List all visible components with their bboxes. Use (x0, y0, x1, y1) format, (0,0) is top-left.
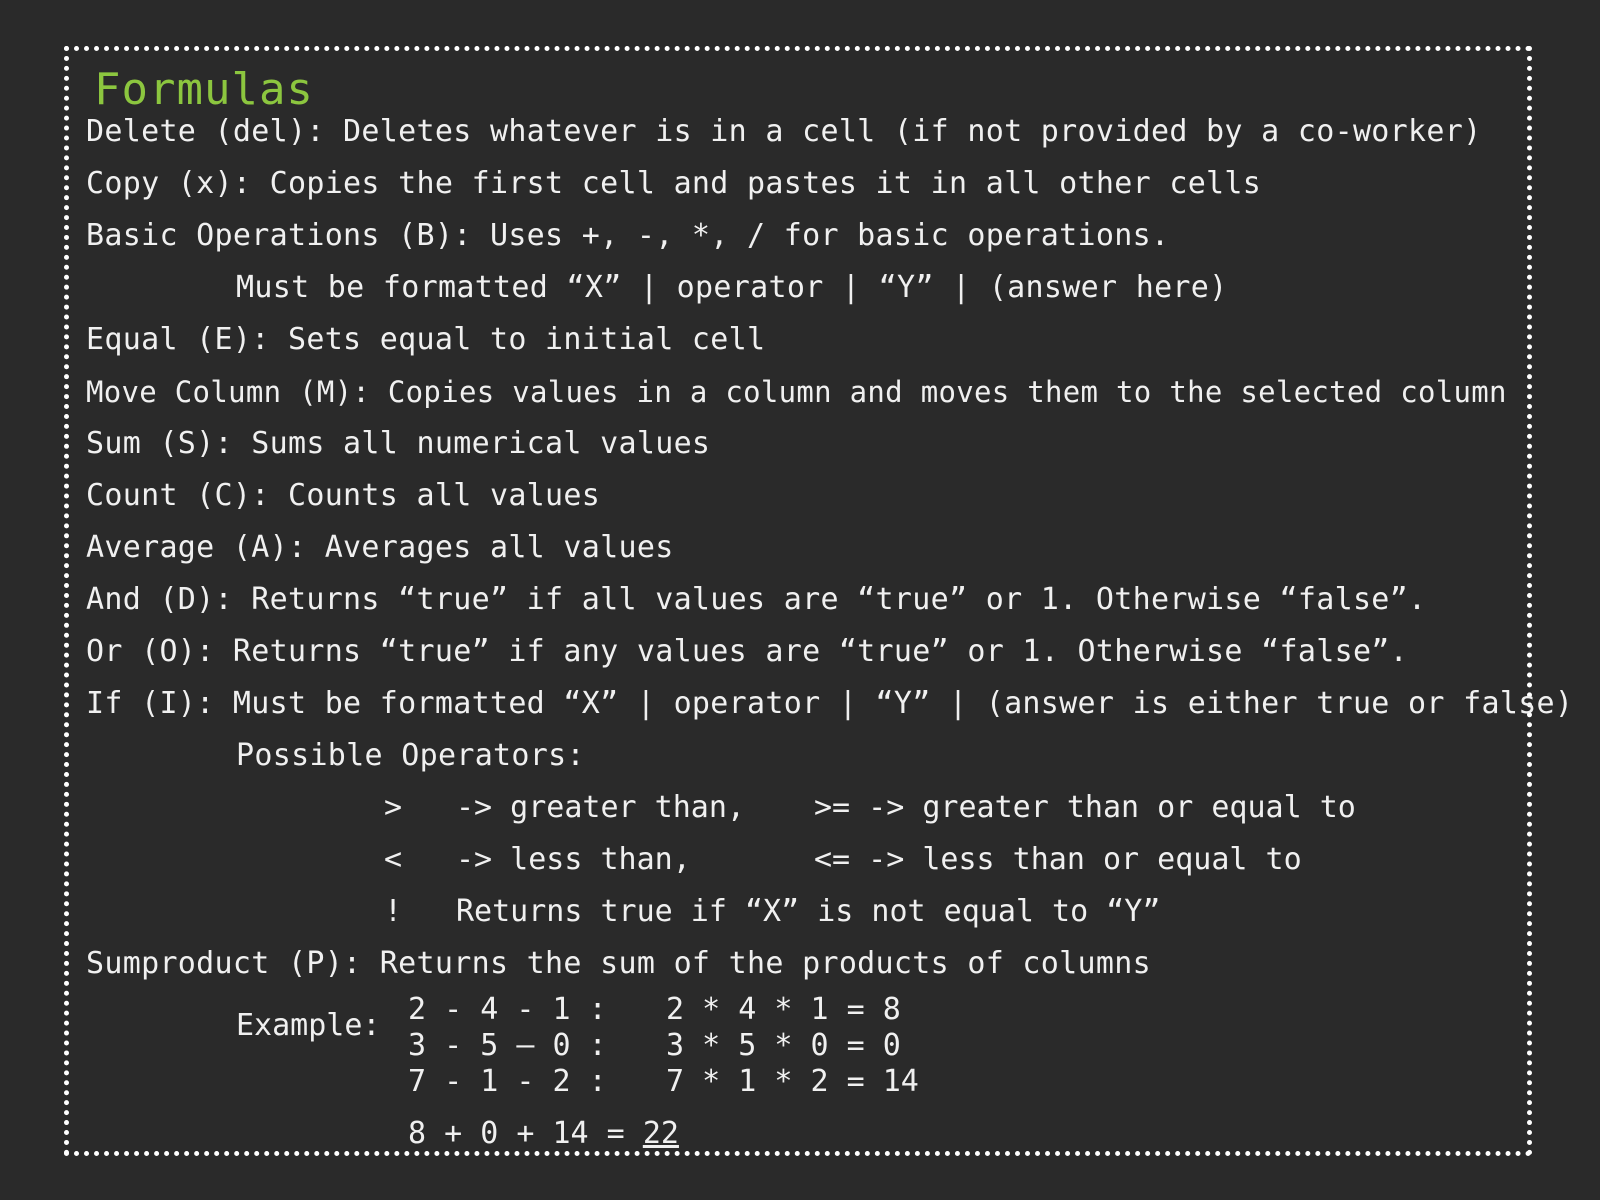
example-row-left: 2 - 4 - 1 : (408, 992, 607, 1027)
example-row-left: 3 - 5 – 0 : (408, 1028, 607, 1063)
operator-symbol: < (384, 842, 403, 877)
panel-title: Formulas (94, 64, 314, 115)
formula-delete: Delete (del): Deletes whatever is in a cell (if not provided by a co-worker) (86, 114, 1482, 149)
formula-move-column: Move Column (M): Copies values in a column and moves them to the selected column (86, 375, 1507, 409)
operator-description: <= -> less than or equal to (814, 842, 1302, 877)
example-row-right: 3 * 5 * 0 = 0 (666, 1028, 901, 1063)
formula-basic-operations-format: Must be formatted “X” | operator | “Y” | (answer here) (236, 270, 1228, 305)
example-total-value: 22 (642, 1116, 679, 1151)
example-label: Example: (236, 1008, 381, 1043)
formula-sum: Sum (S): Sums all numerical values (86, 426, 711, 461)
formula-or: Or (O): Returns “true” if any values are “true” or 1. Otherwise “false”. (86, 634, 1409, 669)
operator-description: Returns true if “X” is not equal to “Y” (456, 894, 1161, 929)
formula-if: If (I): Must be formatted “X” | operator | “Y” | (answer is either true or false) (86, 686, 1574, 721)
formula-and: And (D): Returns “true” if all values are “true” or 1. Otherwise “false”. (86, 582, 1427, 617)
example-row-right: 7 * 1 * 2 = 14 (666, 1064, 919, 1099)
operator-description: -> less than, (456, 842, 691, 877)
operator-symbol: ! (384, 894, 403, 929)
formula-count: Count (C): Counts all values (86, 478, 601, 513)
operator-symbol: > (384, 790, 403, 825)
formula-average: Average (A): Averages all values (86, 530, 674, 565)
operator-description: >= -> greater than or equal to (814, 790, 1356, 825)
formula-basic-operations: Basic Operations (B): Uses +, -, *, / for basic operations. (86, 218, 1170, 253)
example-total (408, 1116, 679, 1152)
possible-operators-heading: Possible Operators: (236, 738, 585, 773)
formula-sumproduct: Sumproduct (P): Returns the sum of the products of columns (86, 946, 1151, 981)
formula-equal: Equal (E): Sets equal to initial cell (86, 322, 766, 357)
example-total-prefix: 8 + 0 + 14 = (408, 1116, 643, 1151)
example-row-left: 7 - 1 - 2 : (408, 1064, 607, 1099)
example-row-right: 2 * 4 * 1 = 8 (666, 992, 901, 1027)
formula-copy: Copy (x): Copies the first cell and pastes it in all other cells (86, 166, 1262, 201)
operator-description: -> greater than, (456, 790, 745, 825)
